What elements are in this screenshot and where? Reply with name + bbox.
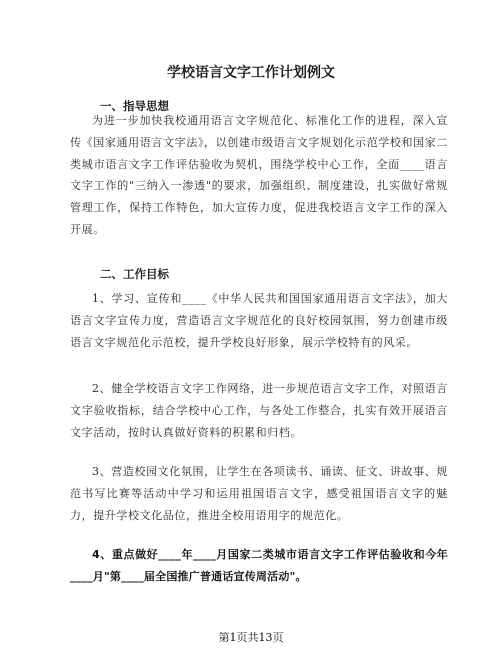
paragraph-goal-3: 3、营造校园文化氛围，让学生在各项读书、诵读、征文、讲故事、规范书写比赛等活动中学习和运用祖国语言文字，感受祖国语言文字的魅力，提升学校文化品位，推进全校用语用字的规范化。 bbox=[70, 465, 448, 522]
page-number-footer: 第1页共13页 bbox=[218, 631, 284, 644]
paragraph-goal-2: 2、健全学校语言文字工作网络，进一步规范语言文字工作，对照语言文字验收指标，结合学校中心工作，与各处工作整合，扎实有效开展语言文字活动，按时认真做好资料的积累和归档。 bbox=[70, 382, 448, 439]
section-heading-guiding-ideology: 一、指导思想 bbox=[100, 99, 169, 113]
paragraph-guiding-ideology: 为进一步加快我校通用语言文字规范化、标准化工作的进程，深入宣传《国家通用语言文字法》，以创建市级语言文字规划化示范学校和国家二类城市语言文字工作评估验收为契机，围绕学校中心工作，全面____语言文字工作的"三纳入一渗透"的要求，加强组织、制度建设，扎实做好常规管理工作，保持工作特色，加大宣传力度，促进我校语言文字工作的深入开展。 bbox=[70, 114, 448, 236]
section-heading-work-goals: 二、工作目标 bbox=[100, 267, 169, 281]
paragraph-goal-4: 4、重点做好____年____月国家二类城市语言文字工作评估验收和今年____月"第____届全国推广普通话宣传周活动"。 bbox=[70, 548, 448, 583]
document-title: 学校语言文字工作计划例文 bbox=[167, 65, 335, 81]
paragraph-goal-1: 1、学习、宣传和____《中华人民共和国国家通用语言文字法》，加大语言文字宣传力度，营造语言文字规范化的良好校园氛围，努力创建市级语言文字规范化示范校，提升学校良好形象，展示学校特有的风采。 bbox=[70, 292, 448, 349]
